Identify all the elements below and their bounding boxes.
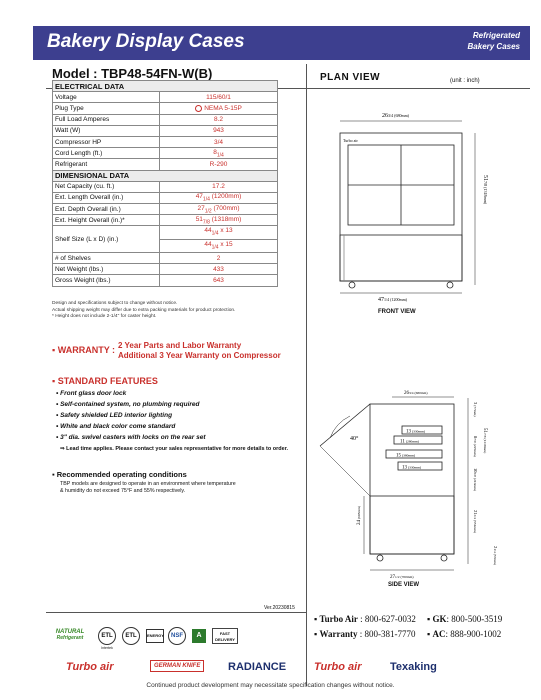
- side-body: [370, 404, 454, 554]
- bullet-icon: ▪: [52, 470, 57, 479]
- cord-label: Cord Length (ft.): [53, 148, 160, 159]
- height-fraction: 7/8: [202, 218, 210, 225]
- front-height-dim-frac: 7/8: [483, 181, 488, 187]
- note-line1: Design and specifications subject to change without notice.: [52, 301, 178, 306]
- shelf2-rest: x 15: [218, 240, 233, 248]
- dim-3: [473, 402, 478, 417]
- dim-10: [473, 468, 478, 492]
- feature-item: • Safety shielded LED interior lighting: [56, 412, 173, 419]
- nsf-logo: [168, 627, 186, 645]
- shelves-label: # of Shelves: [53, 253, 160, 264]
- warranty-label: [52, 345, 115, 355]
- contact-ac: [427, 627, 501, 642]
- intertek-label: [96, 646, 118, 650]
- dim-8-mm: (225mm): [473, 443, 477, 457]
- warranty-text: [118, 341, 281, 360]
- shelf1-rest: x 13: [218, 227, 233, 235]
- lead-time-note: [60, 446, 288, 452]
- fast-text: FAST: [219, 631, 231, 636]
- side-bottom-dim-whole: 27: [390, 575, 395, 580]
- side-view-drawing: [310, 388, 525, 580]
- dim-3-whole: 3: [473, 402, 478, 405]
- front-bottom-dim-frac: 1/4: [384, 297, 390, 302]
- contact-turbo-value: : 800-627-0032: [360, 614, 416, 624]
- shelf1-dim-mm: (330mm): [412, 429, 426, 434]
- side-open-door: [320, 404, 370, 446]
- feature-text: Front glass door lock: [60, 390, 127, 397]
- turbo-air-logo-2: Turbo air: [314, 661, 362, 673]
- side-view-label: SIDE VIEW: [388, 582, 420, 588]
- shelf-label: Shelf Size (L x D) (in.): [53, 226, 160, 253]
- header-bar: [33, 26, 530, 60]
- bullet-icon: ▪: [427, 614, 431, 624]
- contact-ac-value: : 888-900-1002: [445, 628, 502, 639]
- natural-refrigerant-logo: [52, 629, 88, 649]
- electrical-header: ELECTRICAL DATA: [53, 81, 278, 92]
- warranty-line2: Additional 3 Year Warranty on Compressor: [118, 350, 281, 360]
- etl-logo: [98, 627, 116, 645]
- a-label-logo: [192, 629, 206, 643]
- dim-21-whole: 21: [473, 510, 478, 515]
- depth-value: [160, 204, 278, 215]
- side-bottom-dim-mm: (700mm): [400, 575, 414, 579]
- warranty-line1: 2 Year Parts and Labor Warranty: [118, 341, 242, 350]
- plug-icon: [195, 105, 202, 112]
- depth-label: Ext. Depth Overall (in.): [53, 204, 160, 215]
- note-line3: * Height does not include 2-1/4" for caster height.: [52, 314, 157, 319]
- bullet-icon: ▪: [52, 376, 58, 386]
- depth-mm: (700mm): [213, 204, 240, 212]
- features-title-text: STANDARD FEATURES: [57, 376, 158, 386]
- cord-value-whole: 8: [213, 148, 217, 156]
- feature-item: • 3" dia. swivel casters with locks on the rear set: [56, 434, 206, 441]
- dim-21-frac: 3/4: [473, 514, 477, 519]
- contact-gk-value: : 800-500-3519: [446, 614, 503, 624]
- shelf2-dim-whole: 11: [400, 439, 405, 445]
- natural-text: NATURAL: [55, 629, 85, 635]
- front-height-dim-whole: 51: [482, 175, 488, 181]
- version-label: Ver.20230815: [264, 605, 295, 611]
- side-bottom-dim: [390, 575, 414, 580]
- operating-title-text: Recommended operating conditions: [56, 470, 187, 479]
- feature-item: • Self-contained system, no plumbing required: [56, 401, 200, 408]
- watt-value: 943: [160, 125, 278, 136]
- length-mm: (1200mm): [211, 193, 242, 201]
- front-top-dim: [382, 113, 410, 119]
- length-whole: 47: [195, 193, 203, 201]
- dim-10-frac: 3/8: [473, 472, 477, 477]
- fla-value: 8.2: [160, 114, 278, 125]
- side-bottom-dim-frac: 1/2: [395, 575, 400, 579]
- etl-sanitation-logo: [122, 627, 140, 645]
- feature-text: White and black color come standard: [60, 423, 176, 430]
- shelf-value: [160, 226, 278, 253]
- cert-logos: [52, 627, 300, 651]
- depth-fraction: 1/2: [204, 207, 212, 214]
- turbo-air-logo: Turbo air: [66, 661, 114, 673]
- a-label-text: A: [196, 632, 202, 639]
- energy-text: ENERGY: [147, 633, 164, 638]
- hp-value: 3/4: [160, 136, 278, 147]
- shelf2-dim-mm: (280mm): [405, 439, 419, 444]
- length-label: Ext. Length Overall (in.): [53, 192, 160, 203]
- nsf-text: NSF: [171, 633, 183, 639]
- watt-label: Watt (W): [53, 125, 160, 136]
- capacity-label: Net Capacity (cu. ft.): [53, 181, 160, 192]
- german-knife-logo: GERMAN KNIFE: [150, 660, 204, 672]
- voltage-label: Voltage: [53, 92, 160, 103]
- features-title: [52, 376, 158, 386]
- front-top-dim-mm: (680mm): [394, 113, 410, 118]
- hp-label: Compressor HP: [53, 136, 160, 147]
- intertek-text: Intertek: [101, 646, 113, 650]
- dim-2-frac: 1/4: [493, 548, 497, 553]
- dim-10-mm: (210mm): [473, 477, 477, 492]
- side-door-swing: [320, 446, 370, 496]
- front-view-label: FRONT VIEW: [378, 309, 416, 315]
- contact-gk-label: GK: [432, 614, 447, 624]
- operating-line2: & humidity do not exceed 75°F and 55% respectively.: [60, 488, 186, 494]
- refrigerant-value: R-290: [160, 159, 278, 170]
- depth-whole: 27: [197, 204, 205, 212]
- shelf3-dim-whole: 15: [396, 453, 401, 459]
- dim-2: [493, 546, 498, 566]
- dim-8: [473, 436, 478, 458]
- feature-item: • White and black color come standard: [56, 423, 176, 430]
- operating-text: [60, 481, 236, 495]
- capacity-value: 17.2: [160, 181, 278, 192]
- contact-gk: [427, 612, 502, 627]
- lead-time-text: Lead time applies. Please contact your sales representative for more details to order.: [66, 446, 289, 452]
- shelf1-whole: 44: [204, 227, 212, 235]
- front-caster: [447, 282, 453, 288]
- shelf2-frac: 1/4: [211, 244, 219, 251]
- brand-logos: [52, 659, 522, 679]
- dim-2-whole: 2: [493, 546, 498, 549]
- front-caster: [349, 282, 355, 288]
- operating-title: [52, 470, 187, 479]
- bullet-icon: ▪: [427, 628, 431, 639]
- header-subtitle: [468, 30, 520, 52]
- gross-weight-label: Gross Weight (lbs.): [53, 275, 160, 286]
- cord-value: [160, 148, 278, 159]
- shelf1-frac: 1/4: [211, 230, 219, 237]
- bullet-icon: ▪: [52, 345, 58, 355]
- delivery-text: DELIVERY: [215, 637, 235, 642]
- front-bottom-dim: [378, 297, 408, 303]
- radiance-logo: RADIANCE: [228, 661, 287, 673]
- front-brand-label: Turbo air: [343, 138, 358, 143]
- feature-item: • Front glass door lock: [56, 390, 127, 397]
- contact-row-2: [314, 627, 524, 642]
- contacts: [314, 612, 524, 641]
- dim-24-whole: 24: [357, 520, 362, 526]
- gross-weight-value: 643: [160, 275, 278, 286]
- side-top-dim-whole: 26: [404, 391, 409, 396]
- spec-notes: [52, 301, 235, 321]
- net-weight-label: Net Weight (lbs.): [53, 264, 160, 275]
- header-subtitle-line2: Bakery Cases: [467, 42, 520, 51]
- door-angle-label: 40°: [350, 436, 359, 442]
- front-height-dim-mm: (1318mm): [483, 187, 488, 205]
- side-caster: [377, 555, 383, 561]
- refrigerant-label: Refrigerant: [53, 159, 160, 170]
- contact-ac-label: AC: [432, 628, 446, 639]
- side-base: [370, 496, 454, 554]
- shelf2-whole: 44: [204, 240, 212, 248]
- length-value: [160, 192, 278, 203]
- side-caster: [441, 555, 447, 561]
- features-list: [56, 390, 206, 445]
- shelf4-dim-mm: (330mm): [408, 465, 422, 470]
- front-view-drawing: [310, 95, 520, 305]
- dim-8-whole: 8: [473, 436, 478, 439]
- front-bottom-dim-mm: (1200mm): [390, 297, 408, 302]
- plug-value: [160, 103, 278, 114]
- dim-51: [482, 428, 487, 454]
- plug-label: Plug Type: [53, 103, 160, 114]
- etl-text: ETL: [101, 633, 113, 639]
- front-base: [340, 235, 462, 281]
- bullet-icon: ▪: [314, 614, 318, 624]
- net-weight-value: 433: [160, 264, 278, 275]
- plan-view-title: PLAN VIEW: [320, 72, 381, 83]
- note-line2: Actual shipping weight may differ due to extra packing materials for product protection.: [52, 307, 236, 313]
- spec-table: [52, 80, 278, 287]
- feature-text: Safety shielded LED interior lighting: [60, 412, 173, 419]
- dimensional-header: DIMENSIONAL DATA: [53, 170, 278, 181]
- bullet-icon: ▪: [314, 628, 318, 639]
- shelf1-dim-whole: 13: [406, 429, 411, 435]
- energy-logo: [146, 629, 164, 643]
- arrow-icon: ⇒: [60, 446, 67, 452]
- side-top-dim-frac: 3/4: [409, 391, 414, 395]
- height-value: [160, 215, 278, 226]
- height-label: Ext. Height Overall (in.)*: [53, 215, 160, 226]
- footer-divider: [46, 612, 306, 613]
- contact-warranty-label: Warranty: [319, 628, 358, 639]
- dim-51-frac: 7/8: [483, 433, 487, 438]
- dim-10-whole: 10: [473, 468, 478, 473]
- footer-note: Continued product development may necessitate specification changes without notice.: [146, 682, 395, 689]
- warranty-label-text: WARRANTY :: [57, 345, 116, 355]
- contact-turbo-label: Turbo Air: [319, 614, 358, 624]
- dim-24: [357, 505, 362, 525]
- model-number: Model : TBP48-54FN-W(B): [52, 66, 213, 81]
- shelf3-dim-mm: (380mm): [402, 453, 416, 458]
- front-top-dim-frac: 3/4: [388, 113, 394, 118]
- dim-3-mm: (77mm): [473, 405, 477, 417]
- height-whole: 51: [195, 215, 203, 223]
- length-fraction: 1/4: [202, 196, 210, 203]
- cord-value-fraction: 1/4: [216, 151, 224, 158]
- unit-label: (unit : inch): [450, 78, 480, 84]
- texaking-logo: Texaking: [390, 661, 437, 673]
- column-divider: [306, 64, 307, 686]
- shelf-value-1: [160, 226, 277, 239]
- shelf-value-2: [160, 240, 277, 252]
- front-bottom-dim-whole: 47: [378, 297, 384, 303]
- fla-label: Full Load Amperes: [53, 114, 160, 125]
- voltage-value: 115/60/1: [160, 92, 278, 103]
- dim-21: [473, 510, 478, 534]
- header-title: Bakery Display Cases: [47, 31, 245, 52]
- contact-row-1: [314, 612, 524, 627]
- front-top-dim-whole: 26: [382, 113, 388, 119]
- dim-21-mm: (551mm): [473, 519, 477, 534]
- dim-51-mm: (1318mm): [483, 438, 487, 454]
- header-subtitle-line1: Refrigerated: [472, 31, 520, 40]
- dim-51-whole: 51: [482, 428, 487, 433]
- contact-warranty-value: : 800-381-7770: [359, 628, 416, 639]
- feature-text: Self-contained system, no plumbing required: [60, 401, 200, 408]
- fast-delivery-logo: [212, 628, 238, 644]
- shelves-value: 2: [160, 253, 278, 264]
- feature-text: 3" dia. swivel casters with locks on the rear set: [60, 434, 206, 441]
- etl-sanitation-text: ETL: [125, 633, 137, 639]
- front-height-dim: [482, 175, 488, 205]
- dim-8-frac: 7/8: [473, 438, 477, 443]
- side-top-dim: [404, 391, 428, 396]
- height-mm: (1318mm): [211, 215, 242, 223]
- plug-value-text: NEMA 5-15P: [204, 105, 242, 113]
- refrigerant-text: Refrigerant: [56, 635, 84, 641]
- operating-line1: TBP models are designed to operate in an environment where temperature: [60, 481, 236, 487]
- dim-24-mm: (608mm): [357, 506, 361, 520]
- shelf4-dim-whole: 13: [402, 465, 407, 471]
- side-top-dim-mm: (680mm): [414, 391, 428, 395]
- dim-2-mm: (57mm): [493, 553, 497, 566]
